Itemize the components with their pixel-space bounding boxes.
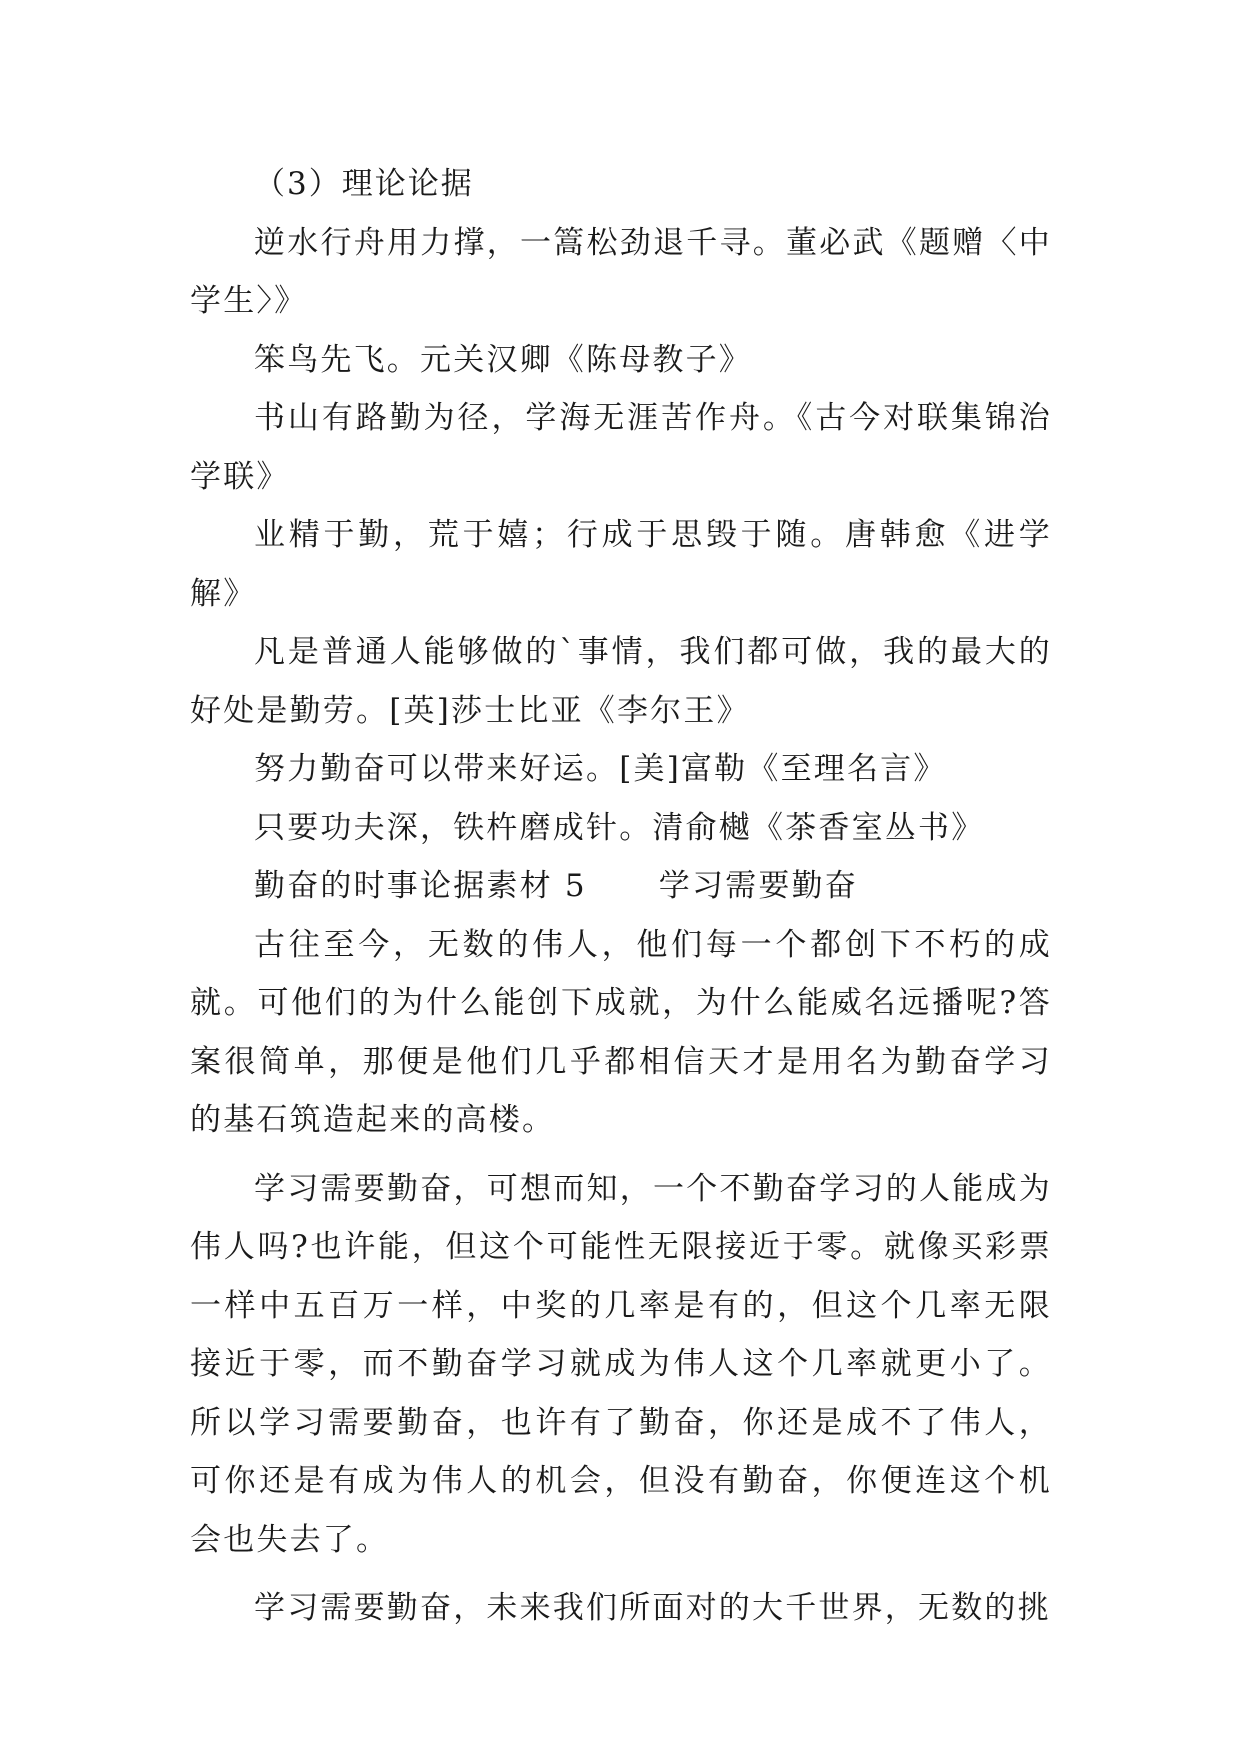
subtitle-title: 学习需要勤奋 (658, 868, 858, 904)
subtitle-line (190, 857, 1052, 916)
section-heading: （3）理论论据 (254, 166, 474, 202)
quote-paragraph: 逆水行舟用力撑，一篙松劲退千寻。董必武《题赠〈中学生〉》 (190, 224, 1052, 319)
quote-paragraph: 凡是普通人能够做的`事情，我们都可做，我的最大的好处是勤劳。[英]莎士比亚《李尔王》 (190, 634, 1052, 729)
body-paragraph: 学习需要勤奋，可想而知，一个不勤奋学习的人能成为伟人吗?也许能，但这个可能性无限接近于零。就像买彩票一样中五百万一样，中奖的几率是有的，但这个几率无限接近于零，而不勤奋学习就成为伟人这个几率就更小了。所以学习需要勤奋，也许有了勤奋，你还是成不了伟人，可你还是有成为伟人的机会，但没有勤奋，你便连这个机会也失去了。 (190, 1170, 1052, 1558)
body-paragraph: 古往至今，无数的伟人，他们每一个都创下不朽的成就。可他们的为什么能创下成就，为什么能威名远播呢?答案很简单，那便是他们几乎都相信天才是用名为勤奋学习的基石筑造起来的高楼。 (190, 926, 1052, 1138)
quote-paragraph: 业精于勤，荒于嬉；行成于思毁于随。唐韩愈《进学解》 (190, 517, 1052, 612)
quote-paragraph: 书山有路勤为径，学海无涯苦作舟。《古今对联集锦治学联》 (190, 400, 1052, 495)
quote-paragraph: 只要功夫深，铁杵磨成针。清俞樾《茶香室丛书》 (254, 809, 985, 846)
body-paragraph: 学习需要勤奋，未来我们所面对的大千世界，无数的挑 (254, 1590, 1051, 1626)
quote-paragraph: 努力勤奋可以带来好运。[美]富勒《至理名言》 (254, 751, 947, 787)
quote-paragraph: 笨鸟先飞。元关汉卿《陈母教子》 (254, 341, 752, 378)
subtitle-source: 勤奋的时事论据素材 5 (254, 868, 587, 904)
document-body (190, 155, 1052, 1638)
